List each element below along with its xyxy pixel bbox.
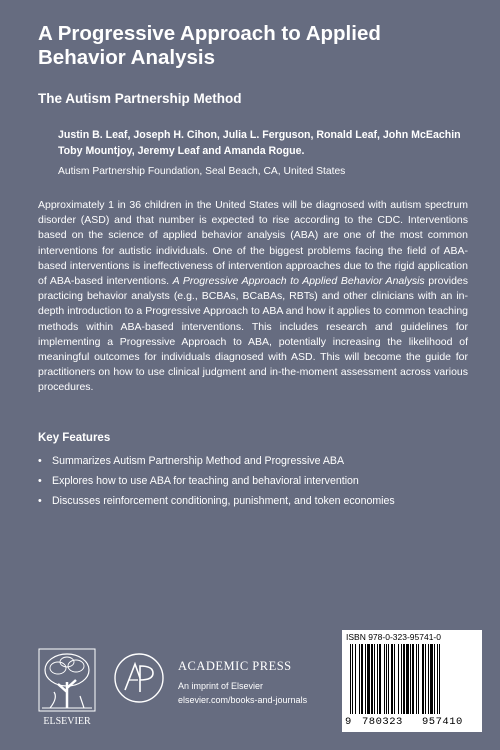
- key-features-list: [38, 455, 395, 515]
- barcode: [342, 630, 482, 732]
- authors: Justin B. Leaf, Joseph H. Cihon, Julia L. Ferguson, Ronald Leaf, John McEachin Toby Mountjoy, Jeremy Leaf and Amanda Rogue.: [58, 129, 461, 157]
- isbn-text: ISBN 978-0-323-95741-0: [346, 632, 441, 642]
- book-subtitle: The Autism Partnership Method: [38, 91, 242, 106]
- description-part-1: Approximately 1 in 36 children in the United States will be diagnosed with autism spectrum disorder (ASD) and that number is expected to rise according to the CDC. Interventions based on the science of applied behavior analysis (ABA) are one of the most common interventions for autistic individuals. One of the biggest problems facing the field of ABA-based interventions is ineffectiveness of intervention approaches due to the rigid application of ABA-based interventions.: [38, 199, 468, 288]
- key-feature-item: [38, 455, 395, 475]
- key-feature-text: Explores how to use ABA for teaching and behavioral intervention: [52, 475, 359, 487]
- book-title: A Progressive Approach to Applied Behavior Analysis: [38, 22, 381, 69]
- key-features-heading: Key Features: [38, 432, 111, 444]
- barcode-bars: [348, 644, 476, 716]
- elsevier-logo: [38, 648, 96, 728]
- publisher-url: elsevier.com/books-and-journals: [178, 695, 308, 705]
- imprint-text: An imprint of Elsevier: [178, 681, 264, 691]
- elsevier-tree-icon: [38, 648, 96, 728]
- academic-press-name: ACADEMIC PRESS: [178, 659, 292, 673]
- affiliation: Autism Partnership Foundation, Seal Beach, CA, United States: [58, 166, 346, 177]
- bullet-icon: •: [38, 475, 42, 487]
- description-italic-title: A Progressive Approach to Applied Behavior Analysis: [172, 275, 425, 288]
- academic-press-logo-icon: [113, 652, 165, 704]
- elsevier-logo-text: ELSEVIER: [43, 716, 91, 727]
- bullet-icon: •: [38, 455, 42, 467]
- barcode-digit-prefix: 9: [345, 716, 352, 728]
- key-feature-text: Summarizes Autism Partnership Method and Progressive ABA: [52, 455, 345, 467]
- book-description: [38, 198, 468, 396]
- key-feature-item: [38, 475, 395, 495]
- barcode-digit-group-1: 780323: [362, 716, 403, 728]
- key-feature-item: [38, 495, 395, 515]
- description-part-2: provides practicing behavior analysts (e.g., BCBAs, BCaBAs, RBTs) and other clinicians with an in-depth introduction to a Progressive Approach to ABA and how it applies to common teaching methods within ABA-based interventions. This includes research and guidelines for implementing a Progressive Approach to ABA, potentially increasing the likelihood of meaningful outcomes for individuals diagnosed with ASD. This will become the guide for practitioners on how to use clinical judgment and in-the-moment assessment across various procedures.: [38, 275, 468, 394]
- key-feature-text: Discusses reinforcement conditioning, punishment, and token economies: [52, 495, 395, 507]
- bullet-icon: •: [38, 495, 42, 507]
- barcode-digit-group-2: 957410: [422, 716, 463, 728]
